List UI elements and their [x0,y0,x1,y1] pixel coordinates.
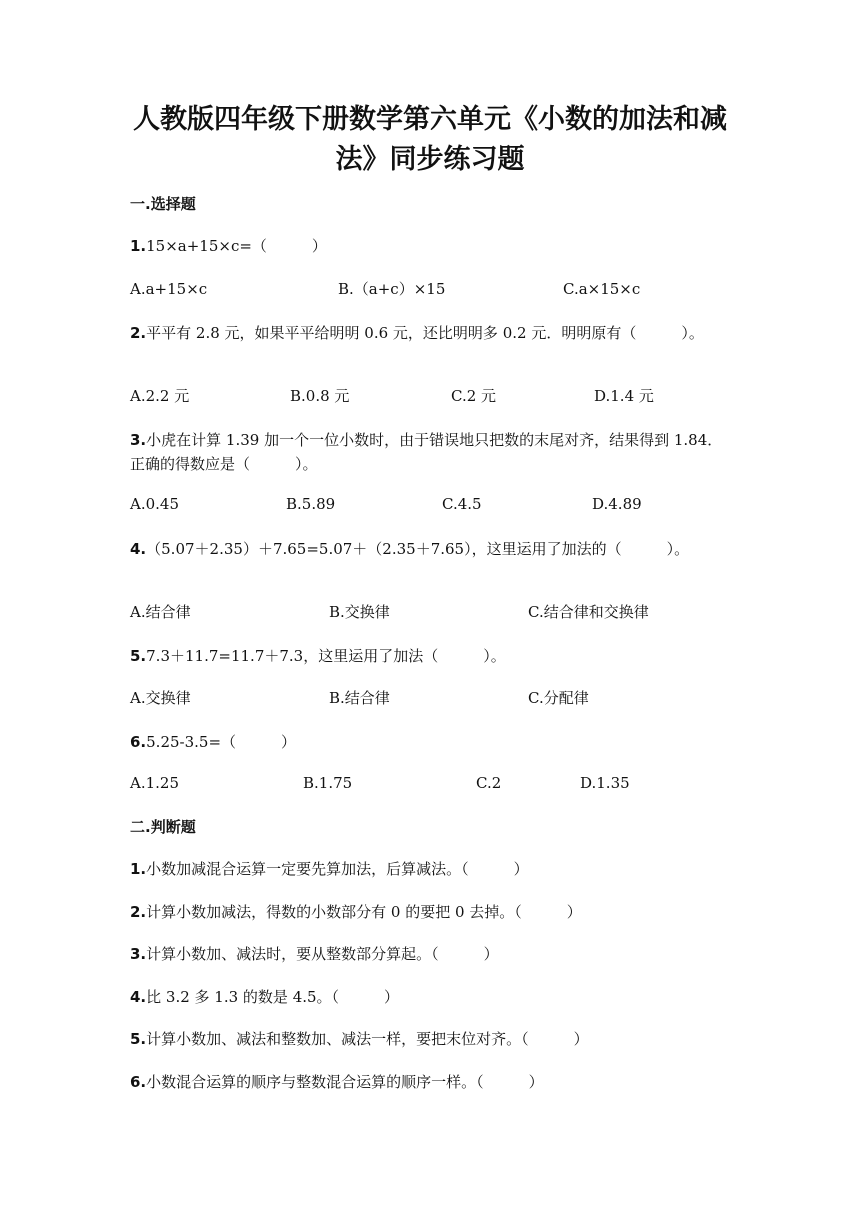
choice-option: B.（a+c）×15 [338,280,446,298]
question-number: 5. [130,1030,147,1048]
choice-option: B.0.8 元 [290,387,350,405]
choice-option: B.1.75 [303,774,353,792]
choice-option: C.分配律 [528,689,589,707]
question-number: 6. [130,1073,147,1091]
choice-option: D.1.35 [580,774,630,792]
question-number: 2. [130,903,147,921]
choice-option: D.4.89 [592,495,642,513]
question-number: 6. [130,733,147,751]
choice-question-5 [130,644,730,668]
judge-question-1 [130,857,730,881]
question-number: 1. [130,860,147,878]
judge-question-3 [130,942,730,966]
choice-option: A.交换律 [130,689,191,707]
choice-option: C.4.5 [442,495,482,513]
question-text: 计算小数加、减法时，要从整数部分算起。（ ） [146,945,499,963]
question-text: 比 3.2 多 1.3 的数是 4.5。（ ） [146,988,400,1006]
title-line-1: 人教版四年级下册数学第六单元《小数的加法和减 [133,104,727,135]
question-text: 小数混合运算的顺序与整数混合运算的顺序一样。（ ） [146,1073,544,1091]
question-number: 4. [130,540,147,558]
judge-question-5 [130,1027,730,1051]
question-text: 计算小数加、减法和整数加、减法一样，要把末位对齐。（ ） [146,1030,589,1048]
question-text: 7.3＋11.7=11.7＋7.3，这里运用了加法（ ）。 [146,647,506,665]
question-number: 4. [130,988,147,1006]
question-text: 小数加减混合运算一定要先算加法，后算减法。（ ） [146,860,529,878]
question-text: 5.25-3.5=（ ） [146,733,297,751]
choice-option: D.1.4 元 [594,387,654,405]
choice-question-1 [130,234,730,258]
choice-question-6 [130,730,730,754]
judge-question-4 [130,985,730,1009]
question-text: 小虎在计算 1.39 加一个一位小数时，由于错误地只把数的末尾对齐，结果得到 1.84．正确的得数应是（ ）。 [130,431,723,473]
choice-question-4 [130,537,730,561]
choice-option: A.2.2 元 [130,387,190,405]
choice-question-3 [130,428,730,476]
choice-option: C.a×15×c [563,280,641,298]
choice-option: C.2 [476,774,502,792]
question-number: 5. [130,647,147,665]
choice-option: A.1.25 [130,774,179,792]
page-title [130,100,730,180]
judge-question-6 [130,1070,730,1094]
section-heading-judge: 二.判断题 [130,818,196,836]
choice-option: A.0.45 [130,495,179,513]
choice-option: A.a+15×c [130,280,208,298]
choice-option: B.5.89 [286,495,336,513]
question-number: 1. [130,237,147,255]
choice-option: B.交换律 [329,603,390,621]
question-text: 15×a+15×c=（ ） [146,237,327,255]
choice-option: B.结合律 [329,689,390,707]
choice-option: C.2 元 [451,387,497,405]
question-number: 3. [130,431,147,449]
question-text: 平平有 2.8 元，如果平平给明明 0.6 元，还比明明多 0.2 元．明明原有（ ）。 [146,324,704,342]
title-line-2: 法》同步练习题 [335,144,525,175]
section-heading-choice: 一.选择题 [130,195,196,213]
question-number: 2. [130,324,147,342]
choice-option: A.结合律 [130,603,191,621]
choice-option: C.结合律和交换律 [528,603,649,621]
question-number: 3. [130,945,147,963]
judge-question-2 [130,900,730,924]
choice-question-2 [130,321,730,345]
question-text: 计算小数加减法，得数的小数部分有 0 的要把 0 去掉。（ ） [146,903,582,921]
question-text: （5.07＋2.35）＋7.65=5.07＋（2.35＋7.65），这里运用了加法的（ ）。 [146,540,690,558]
